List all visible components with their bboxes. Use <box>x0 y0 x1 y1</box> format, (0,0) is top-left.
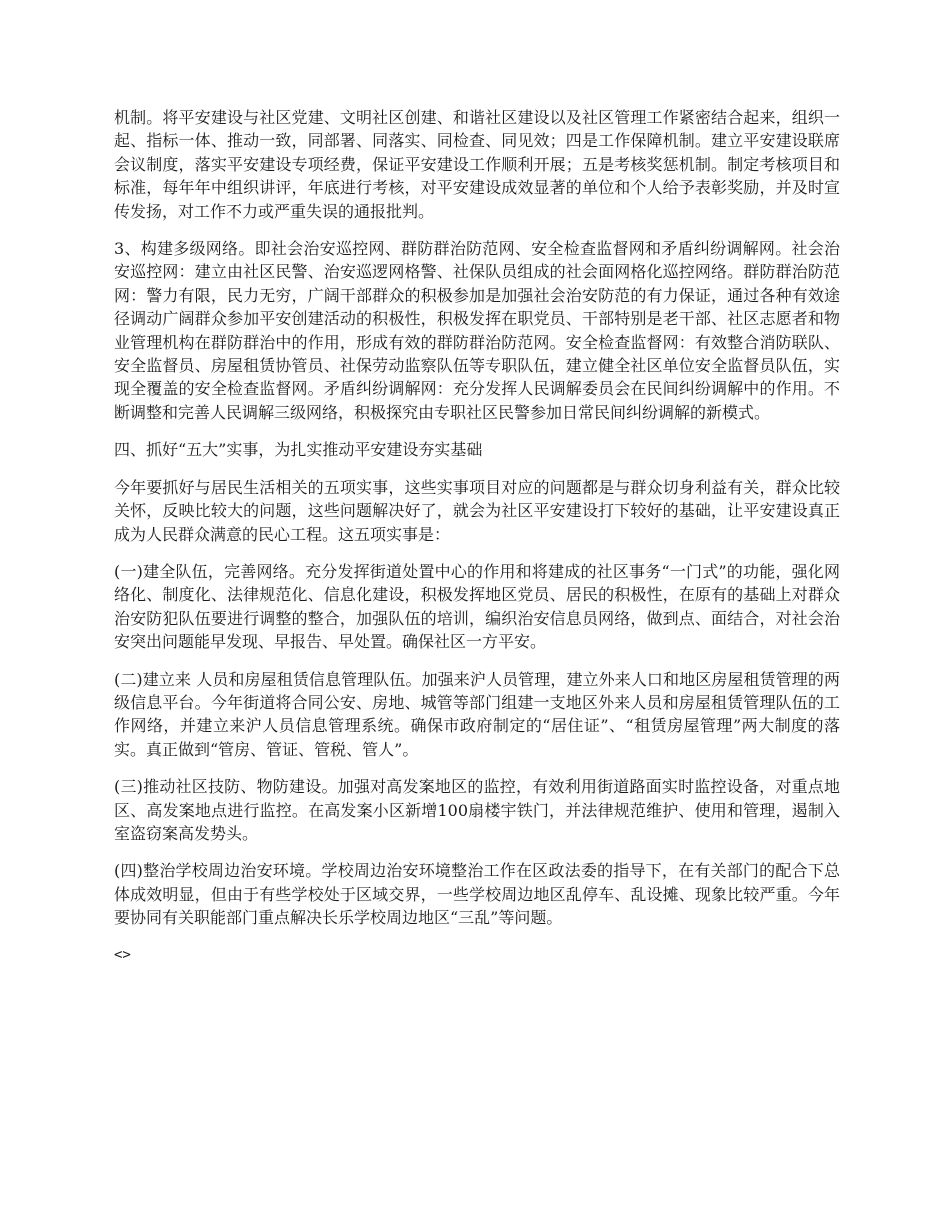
paragraph-task-four: (四)整治学校周边治安环境。学校周边治安环境整治工作在区政法委的指导下，在有关部门的配合下总体成效明显，但由于有些学校处于区域交界，一些学校周边地区乱停车、乱设摊、现象比较严重。今年要协同有关职能部门重点解决长乐学校周边地区“三乱”等问题。 <box>114 861 840 928</box>
section-heading-four: 四、抓好“五大”实事，为扎实推动平安建设夯实基础 <box>114 440 483 460</box>
paragraph-task-two: (二)建立来 人员和房屋租赁信息管理队伍。加强来沪人员管理，建立外来人口和地区房屋租赁管理的两级信息平台。今年街道将合同公安、房地、城管等部门组建一支地区外来人员和房屋租赁管理队伍的工作网络，并建立来沪人员信息管理系统。确保市政府制定的“居住证”、“租赁房屋管理”两大制度的落实。真正做到“管房、管证、管税、管人”。 <box>114 669 840 759</box>
end-marker: <> <box>114 946 131 963</box>
paragraph-task-three: (三)推动社区技防、物防建设。加强对高发案地区的监控，有效利用街道路面实时监控设备，对重点地区、高发案地点进行监控。在高发案小区新增100扇楼宇铁门，并法律规范维护、使用和管理，遏制入室盗窃案高发势头。 <box>114 777 840 843</box>
paragraph-task-one: (一)建全队伍，完善网络。充分发挥街道处置中心的作用和将建成的社区事务“一门式”的功能，强化网络化、制度化、法律规范化、信息化建设，积极发挥地区党员、居民的积极性，在原有的基础上对群众治安防犯队伍要进行调整的整合，加强队伍的培训，编织治安信息员网络，做到点、面结合，对社会治安突出问题能早发现、早报告、早处置。确保社区一方平安。 <box>114 561 840 652</box>
paragraph-five-tasks-intro: 今年要抓好与居民生活相关的五项实事，这些实事项目对应的问题都是与群众切身利益有关，群众比较关怀，反映比较大的问题，这些问题解决好了，就会为社区平安建设打下较好的基础，让平安建设真正成为人民群众满意的民心工程。这五项实事是： <box>114 477 840 544</box>
document-page <box>114 106 840 967</box>
paragraph-multilevel-network: 3、构建多级网络。即社会治安巡控网、群防群治防范网、安全检查监督网和矛盾纠纷调解网。社会治安巡控网：建立由社区民警、治安巡逻网格警、社保队员组成的社会面网格化巡控网络。群防群治防范网：警力有限，民力无穷，广阔干部群众的积极参加是加强社会治安防范的有力保证，通过各种有效途径调动广阔群众参加平安创建活动的积极性，积极发挥在职党员、干部特别是老干部、社区志愿者和物业管理机构在群防群治中的作用，形成有效的群防群治防范网。安全检查监督网：有效整合消防联队、安全监督员、房屋租赁协管员、社保劳动监察队伍等专职队伍，建立健全社区单位安全监督员队伍，实现全覆盖的安全检查监督网。矛盾纠纷调解网：充分发挥人民调解委员会在民间纠纷调解中的作用。不断调整和完善人民调解三级网络，积极探究由专职社区民警参加日常民间纠纷调解的新模式。 <box>114 239 840 422</box>
paragraph-mechanisms: 机制。将平安建设与社区党建、文明社区创建、和谐社区建设以及社区管理工作紧密结合起来，组织一起、指标一体、推动一致，同部署、同落实、同检查、同见效；四是工作保障机制。建立平安建设联席会议制度，落实平安建设专项经费，保证平安建设工作顺利开展；五是考核奖惩机制。制定考核项目和标准，每年年中组织讲评，年底进行考核，对平安建设成效显著的单位和个人给予表彰奖励，并及时宣传发扬，对工作不力或严重失误的通报批判。 <box>114 108 840 221</box>
